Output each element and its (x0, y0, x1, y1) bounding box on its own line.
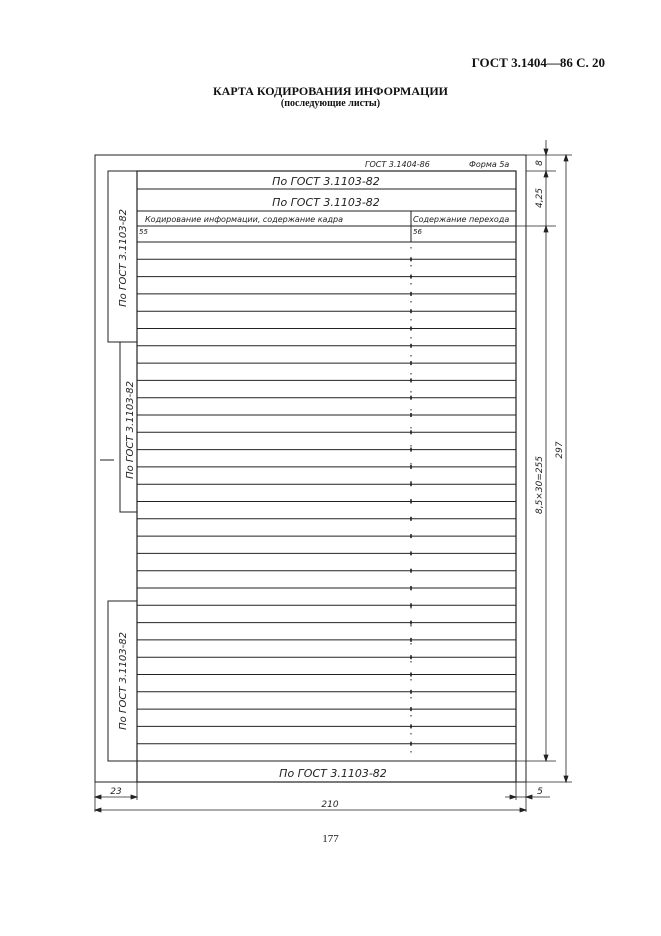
side-block-2-text: По ГОСТ 3.1103-82 (125, 381, 136, 479)
dim-total-height: 297 (555, 441, 565, 459)
dimension-lines (95, 140, 572, 812)
dim-width: 210 (321, 800, 339, 810)
bottom-stamp: По ГОСТ 3.1103-82 (279, 767, 387, 780)
column-2-number: 56 (413, 228, 422, 236)
dim-right-margin: 5 (537, 787, 543, 797)
inner-frame (137, 171, 516, 782)
dim-rows: 8,5×30=255 (535, 455, 545, 515)
dim-top-margin: 8 (535, 160, 545, 166)
dim-left-margin: 23 (110, 787, 122, 797)
column-2-header: Содержание перехода (413, 215, 510, 224)
form-number: Форма 5а (469, 160, 510, 169)
dim-stamp-height: 4,25 (535, 187, 545, 209)
side-block-3-text: По ГОСТ 3.1103-82 (118, 632, 129, 730)
page-number: 177 (322, 833, 339, 845)
side-block-1-text: По ГОСТ 3.1103-82 (118, 209, 129, 307)
document-subtitle: (последующие листы) (280, 98, 381, 109)
document-title: КАРТА КОДИРОВАНИЯ ИНФОРМАЦИИ (212, 84, 449, 98)
column-1-header: Кодирование информации, содержание кадра (145, 215, 343, 224)
form-lines (137, 257, 516, 745)
standard-page-header: ГОСТ 3.1404—86 С. 20 (471, 55, 605, 70)
stamp-line-2: По ГОСТ 3.1103-82 (272, 196, 380, 209)
outer-frame (95, 155, 526, 782)
column-1-number: 55 (139, 228, 148, 236)
stamp-line-1: По ГОСТ 3.1103-82 (272, 175, 380, 188)
form-standard-code: ГОСТ 3.1404-86 (365, 160, 430, 169)
